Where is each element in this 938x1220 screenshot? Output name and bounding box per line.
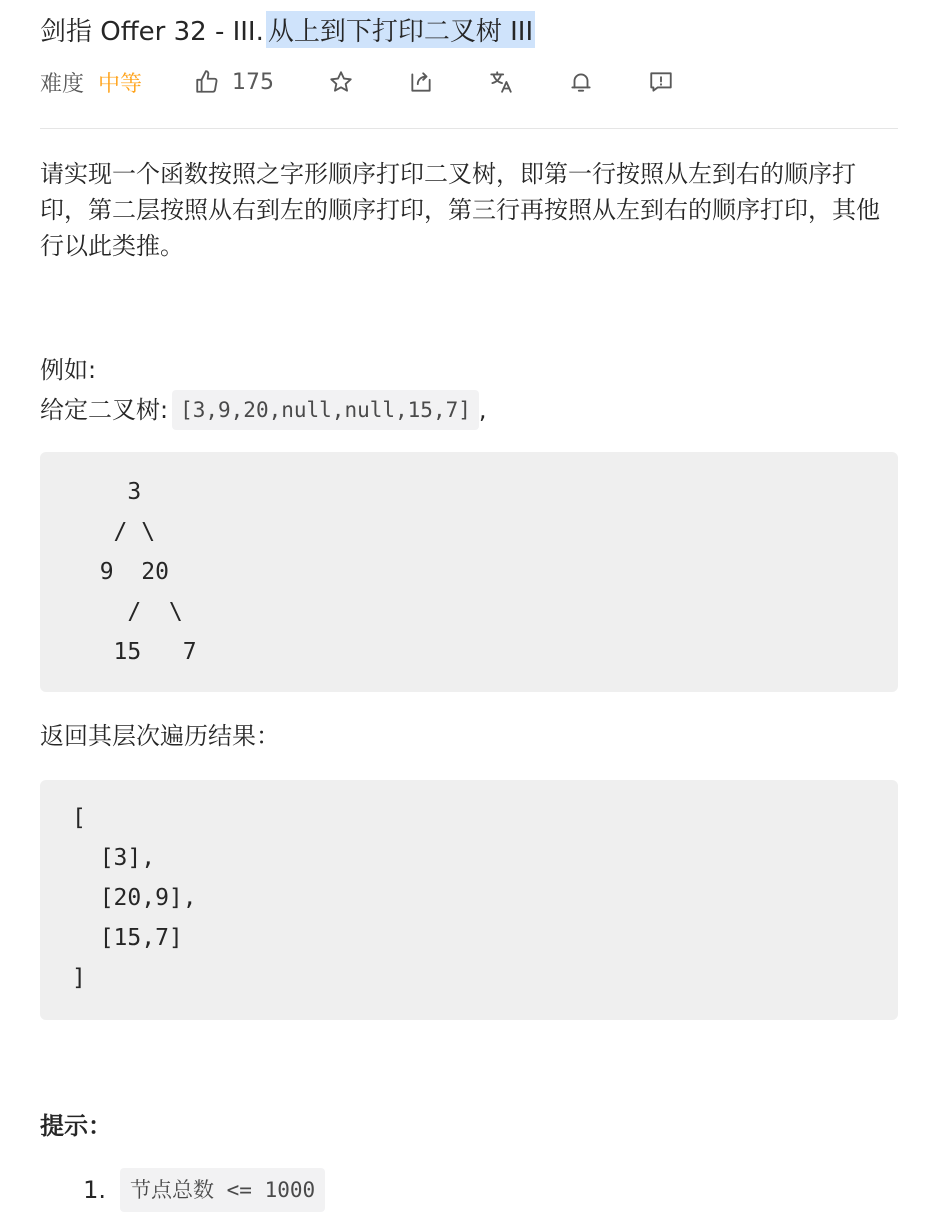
- feedback-button[interactable]: [648, 60, 674, 104]
- notification-button[interactable]: [568, 60, 594, 104]
- hint-code: [120, 1168, 325, 1212]
- list-item: [40, 1168, 325, 1212]
- problem-title-main: 从上到下打印二叉树 III: [266, 11, 535, 48]
- result-code-block: [ [3], [20,9], [15,7] ]: [40, 780, 898, 1020]
- thumbs-up-icon: [194, 69, 220, 95]
- example-given-suffix: ,: [478, 396, 487, 424]
- example-given-label: 给定二叉树:: [40, 396, 169, 424]
- bell-icon: [568, 69, 594, 95]
- like-button[interactable]: [194, 60, 274, 104]
- problem-title: [40, 10, 535, 48]
- feedback-icon: [648, 69, 674, 95]
- problem-description: 请实现一个函数按照之字形顺序打印二叉树，即第一行按照从左到右的顺序打印，第二层按照从右到左的顺序打印，第三行再按照从左到右的顺序打印，其他行以此类推。: [40, 160, 880, 260]
- share-button[interactable]: [408, 60, 434, 104]
- star-icon: [328, 69, 354, 95]
- example-intro: 例如:: [40, 356, 97, 384]
- result-label: 返回其层次遍历结果：: [40, 722, 280, 750]
- hint-label: 节点总数: [130, 1178, 214, 1202]
- hint-index: 1.: [83, 1176, 106, 1204]
- problem-meta-bar: [40, 60, 674, 104]
- difficulty-label: 难度: [40, 71, 85, 97]
- share-icon: [408, 69, 434, 95]
- hints-list: [40, 1168, 325, 1212]
- header-divider: [40, 128, 898, 129]
- example-given-code: [3,9,20,null,null,15,7]: [172, 390, 479, 430]
- translate-icon: [488, 69, 514, 95]
- hints-title: 提示：: [40, 1112, 112, 1140]
- tree-code-block: 3 / \ 9 20 / \ 15 7: [40, 452, 898, 692]
- hint-constraint: <= 1000: [214, 1178, 316, 1202]
- problem-title-prefix: 剑指 Offer 32 - III.: [40, 16, 264, 47]
- difficulty-badge: 中等: [98, 71, 143, 97]
- example-given-line: [40, 390, 487, 430]
- like-count: 175: [232, 69, 275, 95]
- translate-button[interactable]: [488, 60, 514, 104]
- favorite-button[interactable]: [328, 60, 354, 104]
